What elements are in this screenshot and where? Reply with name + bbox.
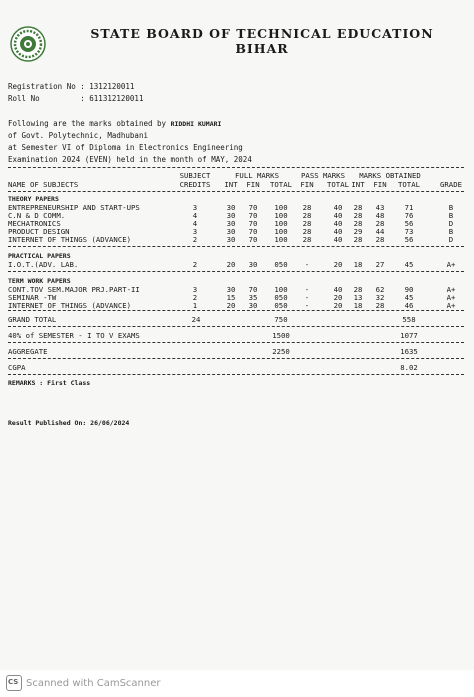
- obt-int: 28: [353, 219, 363, 228]
- registration-number: 1312120011: [89, 82, 135, 91]
- full-total: 100: [274, 203, 288, 212]
- grand-total-label: GRAND TOTAL: [8, 315, 57, 324]
- full-total: 100: [274, 219, 288, 228]
- obt-fin: 32: [375, 293, 385, 302]
- semester-line: at Semester VI of Diploma in Electronics Engineering: [8, 143, 243, 152]
- credits: 4: [192, 211, 198, 220]
- pass-total: 20: [333, 293, 343, 302]
- col-group-full-marks: FULL MARKS: [235, 171, 279, 180]
- aggregate-obtained: 1635: [400, 347, 418, 356]
- section-title: PRACTICAL PAPERS: [8, 252, 71, 260]
- obt-int: 28: [353, 235, 363, 244]
- credits: 2: [192, 235, 198, 244]
- obt-int: 29: [353, 227, 363, 236]
- intro-prefix: Following are the marks obtained by: [8, 119, 167, 128]
- col-group-marks-obtained: MARKS OBTAINED: [359, 171, 421, 180]
- pass-total: 20: [333, 301, 343, 310]
- col-obt-fin: FIN: [373, 180, 387, 189]
- pass-total: 40: [333, 203, 343, 212]
- camscanner-logo-text: CS: [8, 678, 19, 686]
- divider: [8, 358, 464, 359]
- grade: D: [448, 235, 454, 244]
- subject-name: CONT.TOV SEM.MAJOR PRJ.PART-II: [8, 285, 140, 294]
- pass-fin: -: [304, 285, 310, 294]
- full-fin: 30: [248, 301, 258, 310]
- obt-int: 28: [353, 203, 363, 212]
- aggregate-full: 2250: [272, 347, 290, 356]
- grade: B: [448, 227, 454, 236]
- obt-int: 28: [353, 211, 363, 220]
- full-int: 30: [226, 211, 236, 220]
- forty-percent-obtained: 1077: [400, 331, 418, 340]
- divider: [8, 326, 464, 327]
- full-fin: 70: [248, 203, 258, 212]
- full-total: 100: [274, 211, 288, 220]
- full-fin: 70: [248, 235, 258, 244]
- board-title: STATE BOARD OF TECHNICAL EDUCATION: [90, 26, 434, 41]
- subject-name: MECHATRONICS: [8, 219, 61, 228]
- full-int: 20: [226, 301, 236, 310]
- col-credits: CREDITS: [179, 180, 211, 189]
- grade: D: [448, 219, 454, 228]
- col-group-credits: SUBJECT: [179, 171, 211, 180]
- full-total: 050: [274, 293, 288, 302]
- credits: 2: [192, 260, 198, 269]
- col-full-total: TOTAL: [270, 180, 292, 189]
- section-title: THEORY PAPERS: [8, 195, 59, 203]
- pass-fin: -: [304, 301, 310, 310]
- full-int: 30: [226, 227, 236, 236]
- section-title: TERM WORK PAPERS: [8, 277, 71, 285]
- pass-total: 40: [333, 285, 343, 294]
- subject-name: C.N & D COMM.: [8, 211, 66, 220]
- camscanner-watermark: Scanned with CamScanner: [26, 678, 161, 689]
- full-fin: 30: [248, 260, 258, 269]
- forty-percent-full: 1500: [272, 331, 290, 340]
- credits: 1: [192, 301, 198, 310]
- col-obt-total: TOTAL: [398, 180, 420, 189]
- full-fin: 70: [248, 285, 258, 294]
- full-fin: 70: [248, 219, 258, 228]
- grand-total-credits: 24: [191, 315, 201, 324]
- grade: A+: [446, 293, 456, 302]
- subject-name: INTERNET OF THINGS (ADVANCE): [8, 235, 132, 244]
- credits: 2: [192, 293, 198, 302]
- roll-row: Roll No : 611312120011: [8, 94, 144, 103]
- divider: [8, 246, 464, 247]
- remarks: REMARKS : First Class: [8, 379, 91, 387]
- full-int: 30: [226, 285, 236, 294]
- camscanner-logo-icon: [6, 675, 22, 691]
- obt-int: 13: [353, 293, 363, 302]
- col-pass-fin: FIN: [300, 180, 314, 189]
- divider: [8, 271, 464, 272]
- divider: [8, 191, 464, 192]
- divider: [8, 310, 464, 311]
- cgpa-value: 8.02: [400, 363, 418, 372]
- divider: [8, 374, 464, 375]
- obt-total: 90: [404, 285, 414, 294]
- credits: 3: [192, 285, 198, 294]
- grade: B: [448, 203, 454, 212]
- col-group-pass-marks: PASS MARKS: [301, 171, 345, 180]
- obt-fin: 48: [375, 211, 385, 220]
- col-obt-int: INT: [351, 180, 365, 189]
- full-total: 100: [274, 235, 288, 244]
- full-int: 20: [226, 260, 236, 269]
- pass-fin: -: [304, 293, 310, 302]
- pass-fin: 28: [302, 219, 312, 228]
- grade: A+: [446, 285, 456, 294]
- pass-fin: 28: [302, 235, 312, 244]
- full-total: 100: [274, 285, 288, 294]
- grade: A+: [446, 301, 456, 310]
- full-fin: 35: [248, 293, 258, 302]
- obt-fin: 28: [375, 219, 385, 228]
- full-total: 050: [274, 260, 288, 269]
- obt-fin: 28: [375, 235, 385, 244]
- obt-total: 45: [404, 293, 414, 302]
- full-int: 15: [226, 293, 236, 302]
- obt-total: 71: [404, 203, 414, 212]
- pass-fin: 28: [302, 227, 312, 236]
- registration-row: Registration No : 1312120011: [8, 82, 135, 91]
- result-published: Result Published On: 26/06/2024: [8, 419, 130, 427]
- col-grade: GRADE: [440, 180, 462, 189]
- credits: 4: [192, 219, 198, 228]
- institute-line: of Govt. Polytechnic, Madhubani: [8, 131, 148, 140]
- pass-total: 40: [333, 227, 343, 236]
- grade: A+: [446, 260, 456, 269]
- full-int: 30: [226, 219, 236, 228]
- divider: [8, 167, 464, 168]
- obt-int: 28: [353, 285, 363, 294]
- obt-total: 46: [404, 301, 414, 310]
- student-name: RIDDHI KUMARI: [170, 120, 222, 128]
- obt-fin: 44: [375, 227, 385, 236]
- pass-fin: -: [304, 260, 310, 269]
- pass-total: 40: [333, 235, 343, 244]
- pass-total: 40: [333, 211, 343, 220]
- obt-total: 56: [404, 235, 414, 244]
- pass-total: 20: [333, 260, 343, 269]
- board-seal-icon: [10, 26, 46, 62]
- col-pass-total: TOTAL: [327, 180, 349, 189]
- forty-percent-label: 40% of SEMESTER - I TO V EXAMS: [8, 331, 140, 340]
- exam-line: Examination 2024 (EVEN) held in the month of MAY, 2024: [8, 155, 252, 164]
- full-total: 050: [274, 301, 288, 310]
- pass-fin: 28: [302, 211, 312, 220]
- full-total: 100: [274, 227, 288, 236]
- roll-label: Roll No: [8, 94, 40, 103]
- obt-total: 45: [404, 260, 414, 269]
- col-full-int: INT: [224, 180, 238, 189]
- registration-label: Registration No: [8, 82, 76, 91]
- obt-fin: 27: [375, 260, 385, 269]
- grand-total-full: 750: [274, 315, 288, 324]
- aggregate-label: AGGREGATE: [8, 347, 48, 356]
- subject-name: INTERNET OF THINGS (ADVANCE): [8, 301, 132, 310]
- divider: [8, 342, 464, 343]
- full-int: 30: [226, 203, 236, 212]
- subject-name: I.O.T.(ADV. LAB.: [8, 260, 79, 269]
- obt-fin: 43: [375, 203, 385, 212]
- grade: B: [448, 211, 454, 220]
- full-fin: 70: [248, 227, 258, 236]
- pass-fin: 28: [302, 203, 312, 212]
- obt-fin: 28: [375, 301, 385, 310]
- subject-name: ENTREPRENEURSHIP AND START-UPS: [8, 203, 140, 212]
- obt-int: 18: [353, 260, 363, 269]
- board-state: BIHAR: [235, 41, 289, 56]
- obt-int: 18: [353, 301, 363, 310]
- obt-total: 76: [404, 211, 414, 220]
- credits: 3: [192, 227, 198, 236]
- obt-total: 73: [404, 227, 414, 236]
- intro-line: [8, 119, 221, 129]
- subject-name: SEMINAR -TW: [8, 293, 57, 302]
- obt-fin: 62: [375, 285, 385, 294]
- pass-total: 40: [333, 219, 343, 228]
- grand-total-obtained: 558: [402, 315, 416, 324]
- subject-name: PRODUCT DESIGN: [8, 227, 70, 236]
- full-int: 30: [226, 235, 236, 244]
- credits: 3: [192, 203, 198, 212]
- roll-number: 611312120011: [89, 94, 144, 103]
- cgpa-label: CGPA: [8, 363, 26, 372]
- col-name: NAME OF SUBJECTS: [8, 180, 79, 189]
- col-full-fin: FIN: [246, 180, 260, 189]
- full-fin: 70: [248, 211, 258, 220]
- obt-total: 56: [404, 219, 414, 228]
